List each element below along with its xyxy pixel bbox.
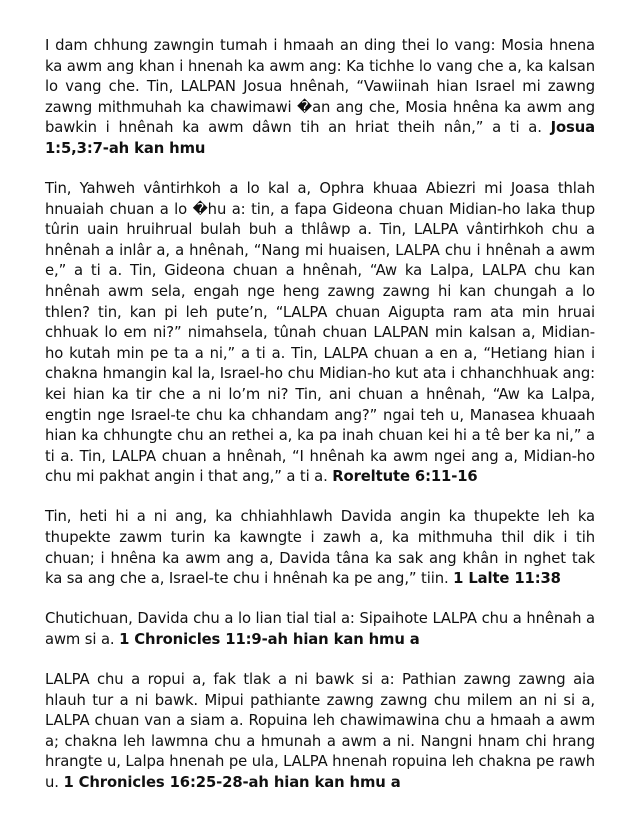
- paragraph-text: LALPA chu a ropui a, fak tlak a ni bawk si a: Pathian zawng zawng aia hlauh tur a ni bawk. Mipui pathiante zawng zawng chu milem an ni si a, LALPA chuan van a siam a. Ropuina leh chawimawina chu a hmaah a awm a; chakna leh lawmna chu a hmunah a awm a ni. Nangni hnam chi hrang hrangte u, Lalpa hnenah pe ula, LALPA hnenah ropuina leh chakna pe rawh u.: [45, 671, 595, 791]
- scripture-reference: 1 Chronicles 16:25-28-ah hian kan hmu a: [63, 774, 401, 791]
- scripture-reference: 1 Lalte 11:38: [453, 570, 561, 588]
- scripture-reference: Roreltute 6:11-16: [332, 468, 478, 486]
- paragraph-1-chronicles-16: [45, 670, 595, 794]
- scripture-reference: 1 Chronicles 11:9-ah hian kan hmu a: [119, 630, 420, 648]
- paragraph-roreltute: [45, 179, 595, 488]
- paragraph-text: Tin, heti hi a ni ang, ka chhiahhlawh Davida angin ka thupekte leh ka thupekte zawm turin ka kawngte i zawh a, ka mithmuha thil dik i tih chuan; i hnêna ka awm ang a, Davida tâna ka sak ang khân in nghet tak ka sa ang che a, Israel-te chu i hnênah ka pe ang,” tiin.: [45, 508, 595, 588]
- paragraph-text: I dam chhung zawngin tumah i hmaah an ding thei lo vang: Mosia hnena ka awm ang khan i hnenah ka awm ang: Ka tichhe lo vang che a, ka kalsan lo vang che. Tin, LALPAN Josua hnênah, “Vawiinah hian Israel mi zawng zawng mithmuhah ka chawimawi �an ang che, Mosia hnêna ka awm ang bawkin i hnênah ka awm dâwn tih an hriat theih nân,” a ti a.: [45, 37, 595, 137]
- scripture-reference: Josua 1:5,3:7-ah kan hmu: [45, 119, 595, 157]
- document-page: [45, 36, 595, 813]
- paragraph-1-lalte: [45, 507, 595, 589]
- paragraph-text: Chutichuan, Davida chu a lo lian tial tial a: Sipaihote LALPA chu a hnênah a awm si a.: [45, 610, 595, 648]
- paragraph-1-chronicles-11: [45, 609, 595, 650]
- paragraph-josua: [45, 36, 595, 160]
- paragraph-text: Tin, Yahweh vântirhkoh a lo kal a, Ophra khuaa Abiezri mi Joasa thlah hnuaiah chuan a lo �hu a: tin, a fapa Gideona chuan Midian-ho laka thup tûrin uain hruihrual bulah buh a thlâwp a. Tin, LALPA vântirhkoh chu a hnênah a inlâr a, a hnênah, “Nang mi huaisen, LALPA chu i hnênah a awm e,” a ti a. Tin, Gideona chuan a hnênah, “Aw ka Lalpa, LALPA chu kan hnênah awm sela, engah nge heng zawng zawng hi kan chungah a lo thlen? tin, kan pi leh pute’n, “LALPA chuan Aigupta ram ata min hruai chhuak lo em ni?” nimahsela, tûnah chuan LALPAN min kalsan a, Midian-ho kutah min pe ta a ni,” a ti a. Tin, LALPA chuan a en a, “Hetiang hian i chakna hmangin kal la, Israel-ho chu Midian-ho kut ata i chhanchhuak ang: kei hian ka tir che a ni lo’m ni? Tin, ani chuan a hnênah, “Aw ka Lalpa, engtin nge Israel-te chu ka chhandam ang?” ngai teh u, Manasea khuaah hian ka chhungte chu an rethei a, ka pa inah chuan kei hi a tê ber ka ni,” a ti a. Tin, LALPA chuan a hnênah, “I hnênah ka awm ngei ang a, Midian-ho chu mi pakhat angin i that ang,” a ti a.: [45, 180, 595, 486]
